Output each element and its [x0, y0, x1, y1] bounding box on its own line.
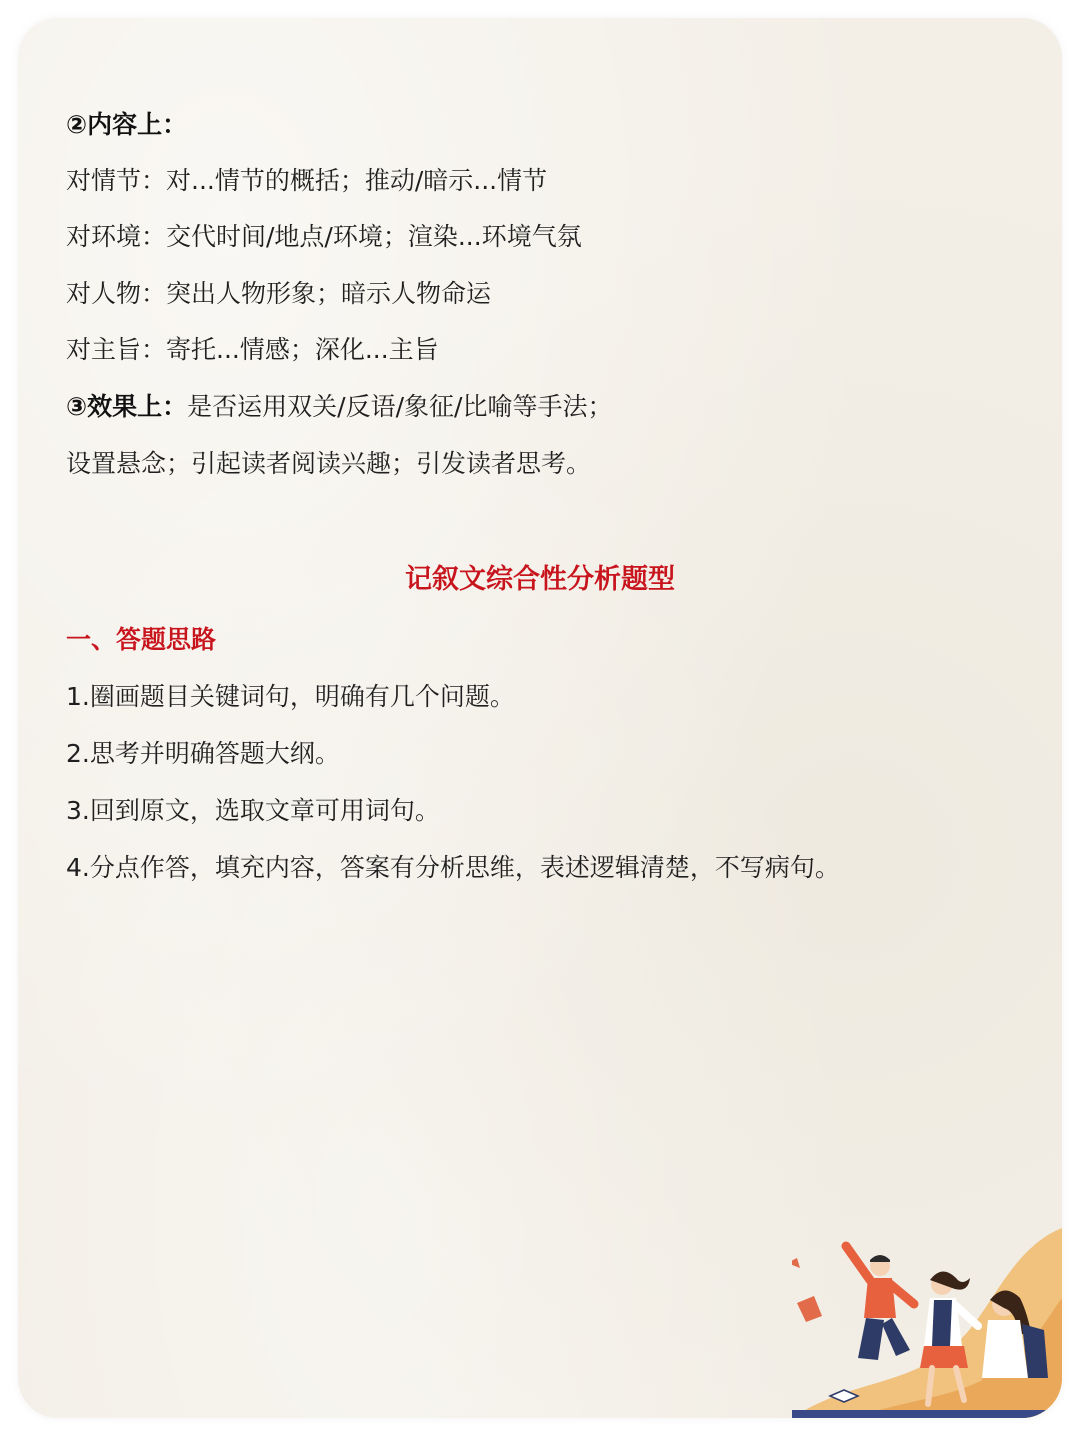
content-line-environment: 对环境：交代时间/地点/环境；渲染...环境气氛: [66, 222, 582, 251]
students-jumping-illustration-icon: [792, 1228, 1062, 1418]
student-arm: [956, 1306, 978, 1326]
effect-line-2: 设置悬念；引起读者阅读兴趣；引发读者思考。: [66, 449, 592, 478]
student-hair: [870, 1255, 890, 1262]
student-leg: [928, 1368, 932, 1404]
paper-page: [18, 18, 1062, 1418]
ground-band: [792, 1410, 1062, 1418]
content-line-plot: 对情节：对...情节的概括；推动/暗示...情节: [66, 166, 548, 195]
student-pants: [882, 1318, 910, 1356]
main-title: 记叙文综合性分析题型: [405, 564, 675, 595]
student-skirt: [920, 1346, 968, 1368]
effect-heading: ③效果上：: [66, 392, 188, 421]
student-vest: [932, 1300, 952, 1346]
list-item: 1.圈画题目关键词句，明确有几个问题。: [66, 682, 515, 711]
student-pants: [858, 1318, 884, 1360]
list-item: 4.分点作答，填充内容，答案有分析思维，表述逻辑清楚，不写病句。: [66, 853, 840, 882]
content-line-character: 对人物：突出人物形象；暗示人物命运: [66, 279, 492, 308]
subsection-heading: 一、答题思路: [66, 625, 217, 654]
list-item: 2.思考并明确答题大纲。: [66, 739, 340, 768]
student-skirt: [978, 1378, 1034, 1404]
effect-heading-rest: 是否运用双关/反语/象征/比喻等手法；: [187, 392, 613, 421]
content-heading: ②内容上：: [66, 110, 188, 139]
effect-line-1: [66, 390, 612, 424]
content-line-theme: 对主旨：寄托...情感；深化...主旨: [66, 335, 439, 364]
book-icon: [797, 1296, 822, 1322]
list-item: 3.回到原文，选取文章可用词句。: [66, 796, 440, 825]
student-shirt: [982, 1320, 1028, 1378]
paper-icon: [792, 1258, 800, 1268]
student-arm: [846, 1246, 870, 1280]
